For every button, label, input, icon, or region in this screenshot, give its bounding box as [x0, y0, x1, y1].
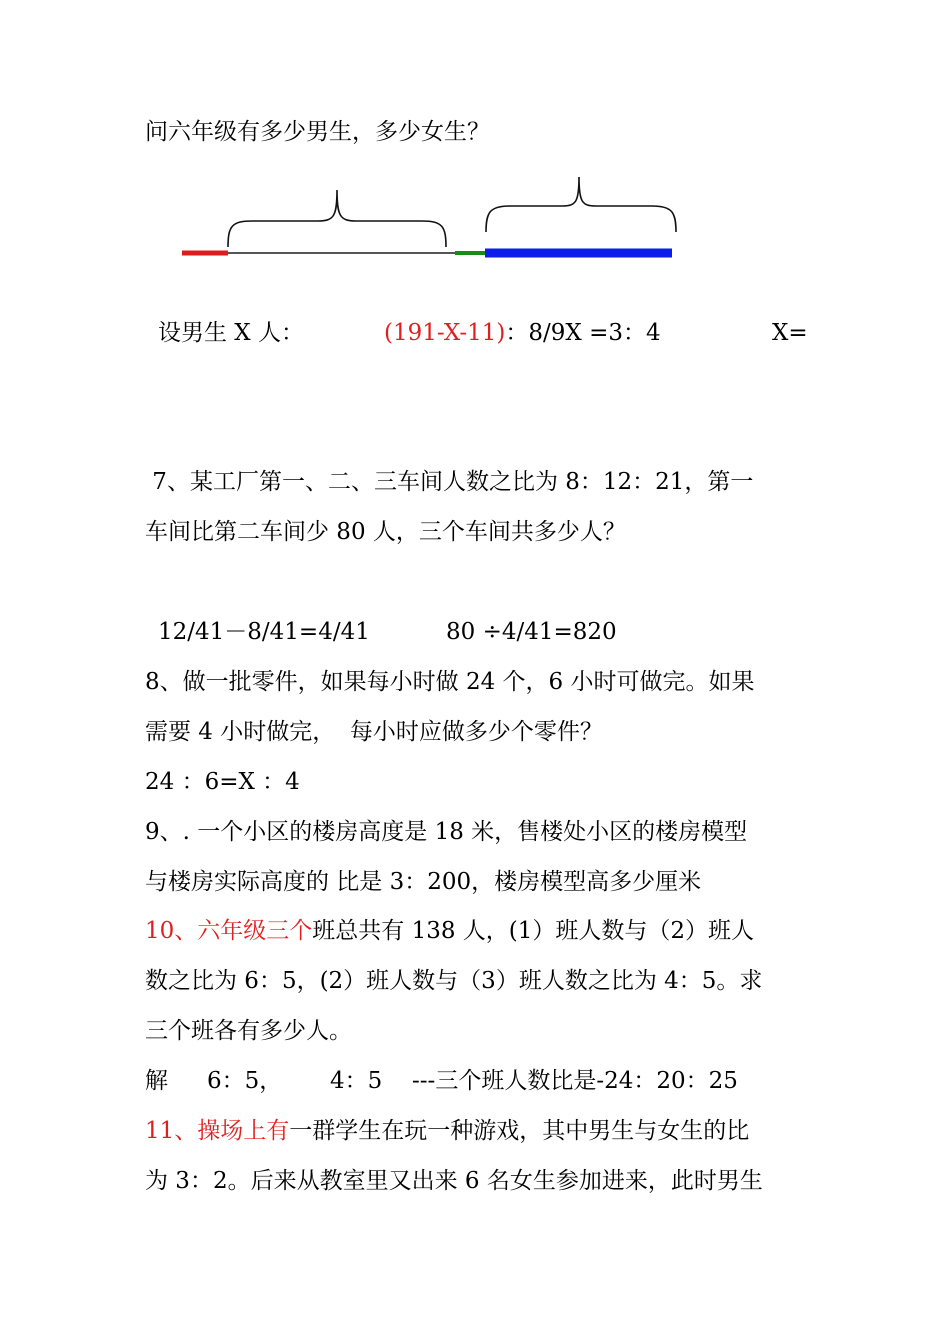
q7-calc-2: 80 ÷4/41=820 — [446, 619, 617, 645]
q6-equation-red-part: (191-X-11) — [384, 320, 506, 346]
right-brace — [486, 177, 676, 232]
q8-line-1: 8、做一批零件，如果每小时做 24 个，6 小时可做完。如果 — [145, 669, 755, 695]
q10-line-1-red: 10、六年级三个 — [145, 918, 313, 944]
q8-answer: 24 ：6=X ：4 — [145, 769, 300, 795]
q11-line-1-red: 11、操场上有 — [145, 1118, 290, 1144]
q9-line-1: 9、. 一个小区的楼房高度是 18 米，售楼处小区的楼房模型 — [145, 819, 748, 845]
q10-solution-ratio-2: 4：5 — [330, 1068, 383, 1094]
q6-question-tail: 问六年级有多少男生，多少女生？ — [145, 119, 490, 145]
q11-line-2: 为 3：2。后来从教室里又出来 6 名女生参加进来，此时男生 — [145, 1168, 763, 1194]
q7-line-1: 7、某工厂第一、二、三车间人数之比为 8：12：21，第一 — [145, 469, 754, 495]
q8-line-2: 需要 4 小时做完， 每小时应做多少个零件？ — [145, 719, 603, 745]
q6-x-equals: X= — [772, 320, 808, 346]
q11-line-1-rest: 一群学生在玩一种游戏，其中男生与女生的比 — [289, 1118, 750, 1144]
q9-line-2: 与楼房实际高度的 比是 3：200，楼房模型高多少厘米 — [145, 869, 702, 895]
q10-line-3: 三个班各有多少人。 — [145, 1018, 352, 1044]
q10-solution-result: ---三个班人数比是-24：20：25 — [412, 1068, 738, 1094]
q10-line-1-rest: 班总共有 138 人，(1）班人数与（2）班人 — [312, 918, 755, 944]
q6-equation — [384, 318, 661, 348]
q10-line-1 — [145, 916, 754, 946]
q10-solution-ratio-1: 6：5， — [207, 1068, 283, 1094]
q10-line-2: 数之比为 6：5，(2）班人数与（3）班人数之比为 4：5。求 — [145, 968, 763, 994]
q7-calc-1: 12/41－8/41=4/41 — [158, 619, 370, 645]
q10-solution-label: 解 — [145, 1068, 168, 1094]
q6-setup-label: 设男生 X 人： — [158, 320, 304, 346]
left-brace — [228, 190, 446, 247]
q6-equation-rest: ：8/9X =3：4 — [505, 320, 661, 346]
q7-line-2: 车间比第二车间少 80 人，三个车间共多少人？ — [145, 519, 626, 545]
q11-line-1 — [145, 1116, 749, 1146]
